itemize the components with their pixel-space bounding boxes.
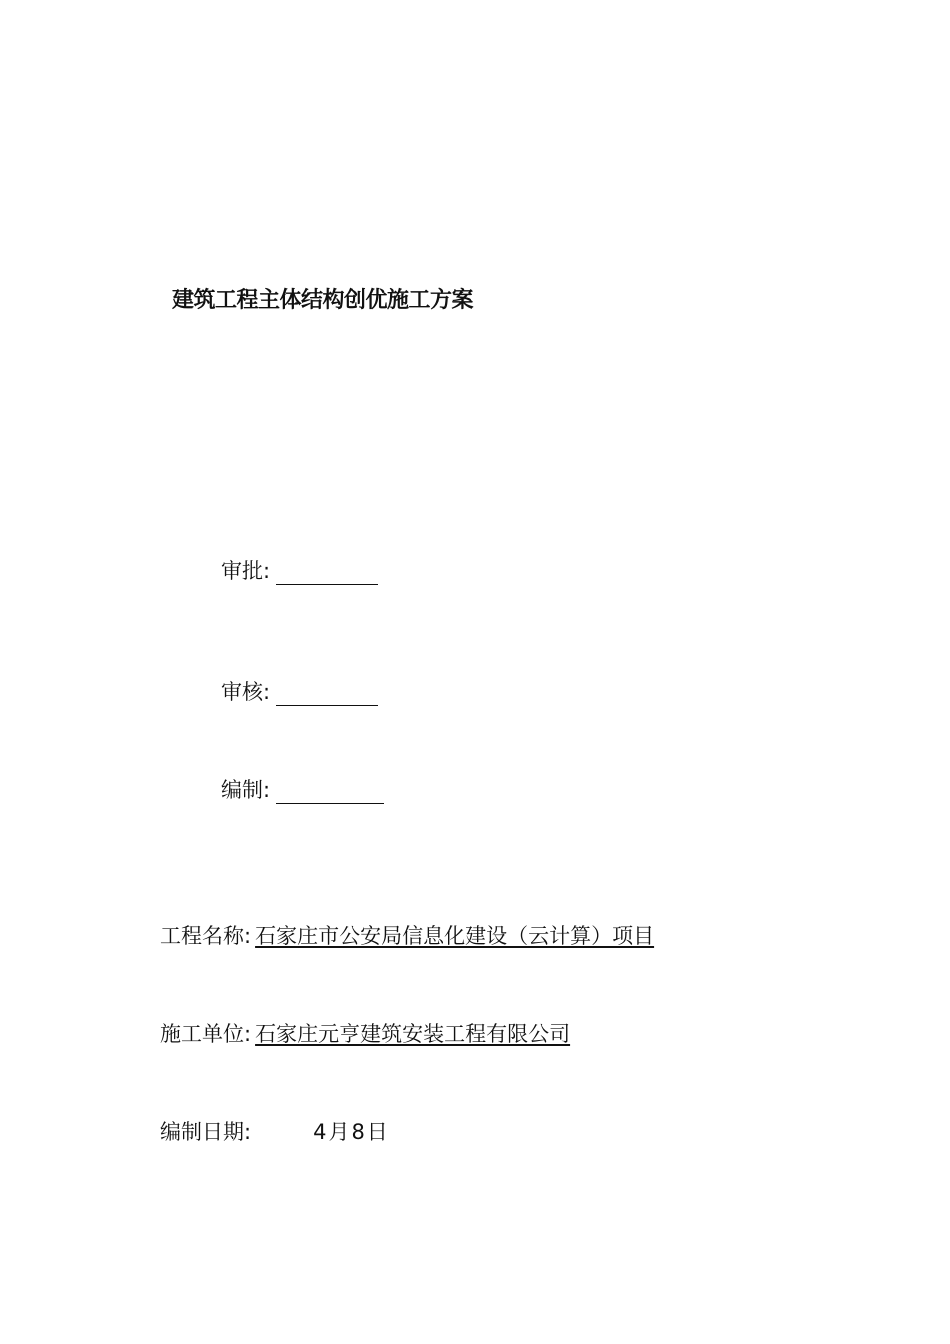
construction-unit-value: 石家庄元亨建筑安装工程有限公司 [255,1022,571,1046]
review-label: 审核: [221,680,271,704]
compile-signature-line [276,783,384,804]
review-signature-line [276,685,378,706]
construction-unit-label: 施工单位: [160,1022,252,1046]
compile-date-row [160,1116,390,1146]
project-name-row [160,920,654,950]
compile-date-value: 4月8日 [313,1120,390,1144]
approve-label: 审批: [221,559,271,583]
construction-unit-row [160,1018,570,1048]
project-name-label: 工程名称: [160,924,252,948]
document-title: 建筑工程主体结构创优施工方案 [172,288,474,313]
project-name-value: 石家庄市公安局信息化建设（云计算）项目 [255,924,655,948]
review-row [221,676,378,706]
approve-signature-line [276,564,378,585]
compile-date-label: 编制日期: [160,1120,252,1144]
approve-row [221,555,378,585]
compile-row [221,774,384,804]
compile-label: 编制: [221,778,271,802]
